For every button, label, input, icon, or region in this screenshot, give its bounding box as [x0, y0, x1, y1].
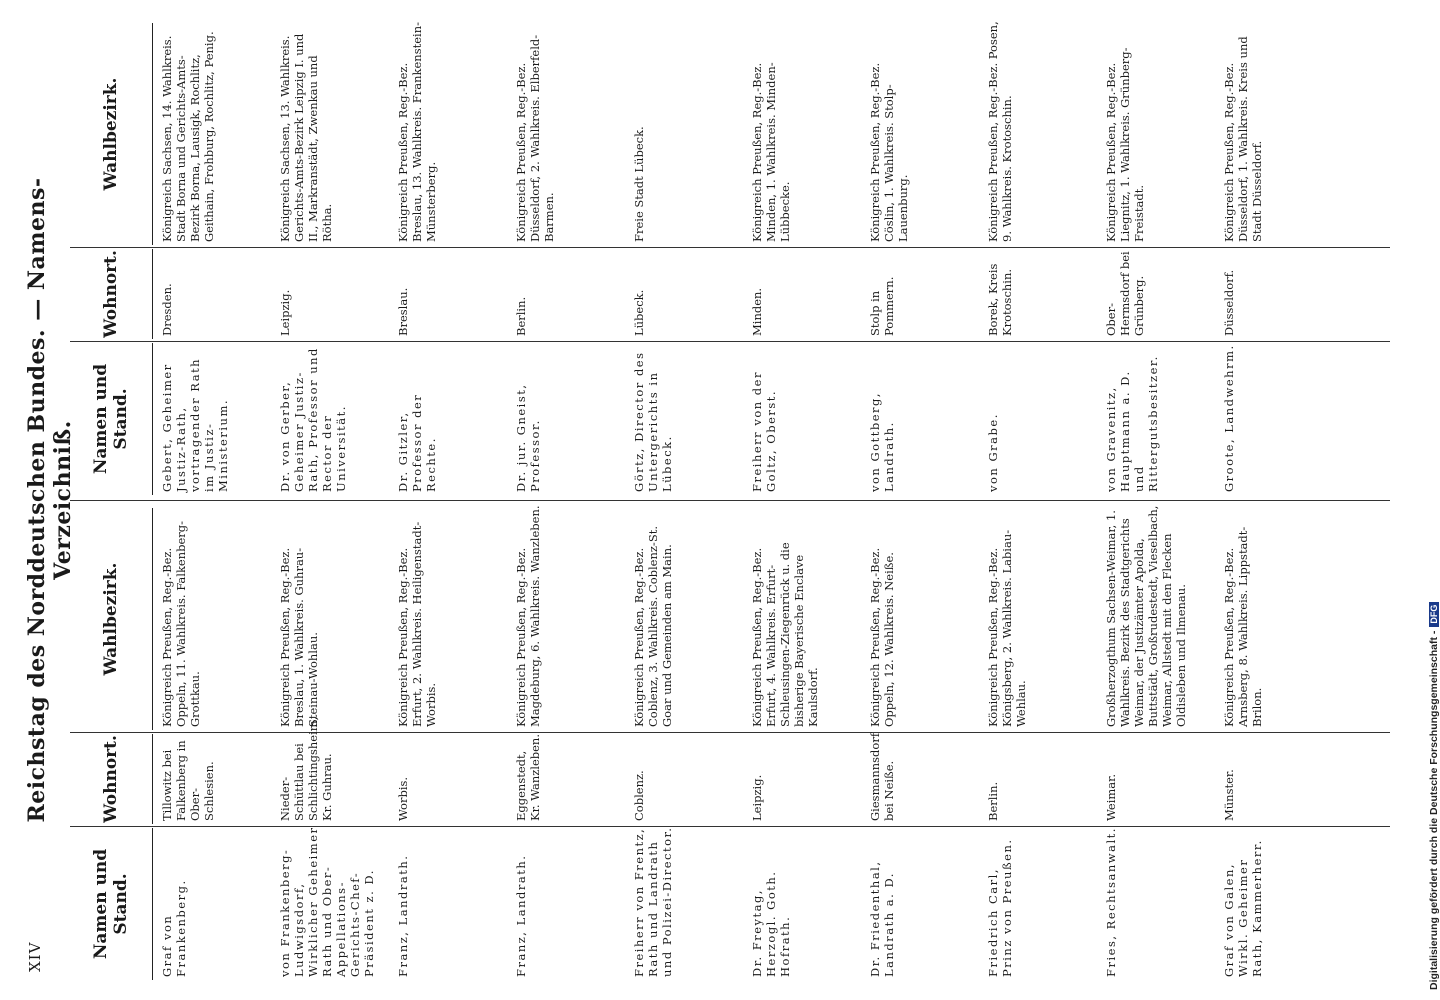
member-residence: Borek, Kreis Krotoschin. — [986, 263, 1014, 336]
member-residence: Minden. — [750, 287, 764, 336]
member-residence: Stolp in Pommern. — [868, 276, 896, 336]
table-row — [750, 20, 868, 495]
member-name: von Gravenitz, Hauptmann a. D. und Rittergutsbesitzer. — [1104, 355, 1160, 492]
member-residence: Nieder-Schüttlau bei Schlichtingsheim, Kr. Guhrau. — [278, 716, 334, 821]
table-row — [396, 505, 514, 980]
table-row — [750, 505, 868, 980]
member-residence: Lübeck. — [632, 289, 646, 336]
member-constituency: Königreich Sachsen, 13. Wahlkreis. Gerichts-Amts-Bezirk Leipzig I. und II., Markranstädt, Zwenkau und Rötha. — [278, 33, 334, 242]
member-residence: Coblenz. — [632, 770, 646, 821]
table-row — [278, 20, 396, 495]
member-constituency: Königreich Preußen, Reg.-Bez. Liegnitz, 1. Wahlkreis. Grünberg-Freistadt. — [1104, 47, 1146, 242]
member-constituency: Königreich Preußen, Reg.-Bez. Erfurt, 4. Wahlkreis. Erfurt-Schleusingen-Ziegenrück u. die bisherige Bayerische Enclave Kaulsdorf. — [750, 542, 820, 727]
member-name: Gebert, Geheimer Justiz-Rath, vortragender Rath im Justiz-Ministerium. — [160, 357, 230, 492]
member-residence: Breslau. — [396, 287, 410, 336]
member-name: Dr. Gitzler, Professor der Rechte. — [396, 393, 438, 492]
member-residence: Leipzig. — [278, 289, 292, 336]
member-name: Freiherr von der Goltz, Oberst. — [750, 371, 778, 492]
table-row — [160, 20, 278, 495]
member-name: Friedrich Carl, Prinz von Preußen. — [986, 838, 1014, 977]
member-name: von Grabe. — [986, 413, 1000, 492]
table-row — [986, 505, 1104, 980]
table-row — [868, 505, 986, 980]
member-constituency: Freie Stadt Lübeck. — [632, 126, 646, 242]
member-residence: Münster. — [1222, 769, 1236, 821]
member-name: von Gottberg, Landrath. — [868, 391, 896, 492]
member-residence: Berlin. — [514, 296, 528, 336]
member-constituency: Großherzogthum Sachsen-Weimar, 1. Wahlkreis. Bezirk des Stadtgerichts Weimar, der Justizämter Apolda, Buttstädt, Großrudestedt, Vieselbach, Weimar, Allstedt mit den Flecken Oldisleben und Ilmenau. — [1104, 505, 1188, 727]
member-name: von Frankenberg-Ludwigsdorf, Wirklicher Geheimer Rath und Ober-Appellations-Gerichts-Chef-Präsident z. D. — [278, 826, 376, 977]
member-constituency: Königreich Preußen, Reg.-Bez. Posen, 9. Wahlkreis. Krotoschin. — [986, 21, 1014, 242]
member-residence: Tillowitz bei Falkenberg in Ober-Schlesien. — [160, 740, 216, 821]
member-residence: Berlin. — [986, 781, 1000, 821]
member-constituency: Königreich Sachsen, 14. Wahlkreis. Stadt Borna und Gerichts-Amts-Bezirk Borna, Lausigk, Rochlitz, Geithain, Frohburg, Rochlitz, Penig. — [160, 31, 216, 242]
member-constituency: Königreich Preußen, Reg.-Bez. Breslau, 1. Wahlkreis. Guhrau-Steinau-Wohlau. — [278, 547, 320, 727]
member-constituency: Königreich Preußen, Reg.-Bez. Erfurt, 2. Wahlkreis. Heiligenstadt-Worbis. — [396, 521, 438, 727]
member-constituency: Königreich Preußen, Reg.-Bez. Magdeburg, 6. Wahlkreis. Wanzleben. — [514, 505, 542, 727]
table-divider — [70, 500, 1390, 501]
member-constituency: Königreich Preußen, Reg.-Bez. Düsseldorf, 1. Wahlkreis. Kreis und Stadt Düsseldorf. — [1222, 36, 1264, 242]
member-residence: Worbis. — [396, 776, 410, 821]
member-name: Groote, Landwehrm. — [1222, 344, 1236, 492]
table-row — [514, 505, 632, 980]
member-constituency: Königreich Preußen, Reg.-Bez. Arnsberg, 8. Wahlkreis. Lippstadt-Brilon. — [1222, 526, 1264, 727]
column-header-name: Namen und Stand. — [70, 828, 153, 980]
table-row — [632, 505, 750, 980]
column-header-wohnort: Wohnort. — [70, 249, 153, 339]
column-header-name: Namen und Stand. — [70, 343, 153, 495]
member-name: Dr. Friedenthal, Landrath a. D. — [868, 860, 896, 977]
table-row — [1104, 20, 1222, 495]
member-constituency: Königreich Preußen, Reg.-Bez. Minden, 1. Wahlkreis. Minden-Lübbecke. — [750, 62, 792, 242]
member-name: Franz, Landrath. — [396, 854, 410, 977]
table-row — [396, 20, 514, 495]
member-constituency: Königreich Preußen, Reg.-Bez. Breslau, 13. Wahlkreis. Frankenstein-Münsterberg. — [396, 22, 438, 242]
running-title: Reichstag des Norddeutschen Bundes. — Namens-Verzeichniß. — [24, 177, 76, 823]
table-row — [868, 20, 986, 495]
member-name: Freiherr von Frentz, Rath und Landrath und Polizei-Director. — [632, 826, 674, 977]
page-header — [20, 20, 76, 980]
member-constituency: Königreich Preußen, Reg.-Bez. Oppeln, 12. Wahlkreis. Neiße. — [868, 547, 896, 727]
digitization-credit — [1404, 0, 1440, 1000]
member-constituency: Königreich Preußen, Reg.-Bez. Coblenz, 3. Wahlkreis. Coblenz-St. Goar und Gemeinden am Main. — [632, 526, 674, 727]
table-row — [1222, 20, 1340, 495]
member-residence: Weimar. — [1104, 773, 1118, 821]
member-name: Graf von Galen, Wirkl. Geheimer Rath, Kammerherr. — [1222, 839, 1264, 977]
table-row — [986, 20, 1104, 495]
table-row — [632, 20, 750, 495]
member-residence: Düsseldorf. — [1222, 269, 1236, 336]
member-name: Dr. von Gerber, Geheimer Justiz-Rath, Professor und Rector der Universität. — [278, 347, 348, 492]
table-row — [1222, 505, 1340, 980]
member-constituency: Königreich Preußen, Reg.-Bez. Cöslin, 1. Wahlkreis. Stolp-Lauenburg. — [868, 62, 910, 242]
member-residence: Leipzig. — [750, 774, 764, 821]
member-constituency: Königreich Preußen, Reg.-Bez. Düsseldorf, 2. Wahlkreis. Elberfeld-Barmen. — [514, 34, 556, 242]
page-number: XIV — [26, 941, 44, 972]
table-row — [1104, 505, 1222, 980]
right-register-table — [70, 20, 1390, 495]
table-row — [278, 505, 396, 980]
member-residence: Eggenstedt, Kr. Wanzleben. — [514, 734, 542, 821]
rotated-page-content — [20, 20, 1390, 980]
member-residence: Giesmannsdorf bei Neiße. — [868, 732, 896, 821]
member-name: Graf von Frankenberg. — [160, 879, 188, 977]
left-register-table — [70, 505, 1390, 980]
table-row — [514, 20, 632, 495]
column-header-wahlbezirk: Wahlbezirk. — [70, 23, 153, 245]
member-name: Franz, Landrath. — [514, 854, 528, 977]
dfg-logo: DFG — [1429, 602, 1439, 627]
member-constituency: Königreich Preußen, Reg.-Bez. Oppeln, 11. Wahlkreis. Falkenberg-Grottkau. — [160, 520, 202, 727]
member-name: Görtz, Director des Untergerichts in Lübeck. — [632, 351, 674, 492]
member-residence: Dresden. — [160, 283, 174, 336]
table-row — [160, 505, 278, 980]
member-residence: Ober-Hermsdorf bei Grünberg. — [1104, 251, 1146, 336]
digitization-note: Digitalisierung gefördert durch die Deutsche Forschungsgemeinschaft - — [1428, 630, 1440, 990]
member-name: Fries, Rechtsanwalt. — [1104, 827, 1118, 977]
member-name: Dr. jur. Gneist, Professor. — [514, 383, 542, 492]
member-name: Dr. Freytag, Herzogl. Goth. Hofrath. — [750, 870, 792, 977]
column-header-wohnort: Wohnort. — [70, 734, 153, 824]
column-header-wahlbezirk: Wahlbezirk. — [70, 508, 153, 730]
member-constituency: Königreich Preußen, Reg.-Bez. Königsberg, 2. Wahlkreis. Labiau-Wehlau. — [986, 529, 1028, 727]
